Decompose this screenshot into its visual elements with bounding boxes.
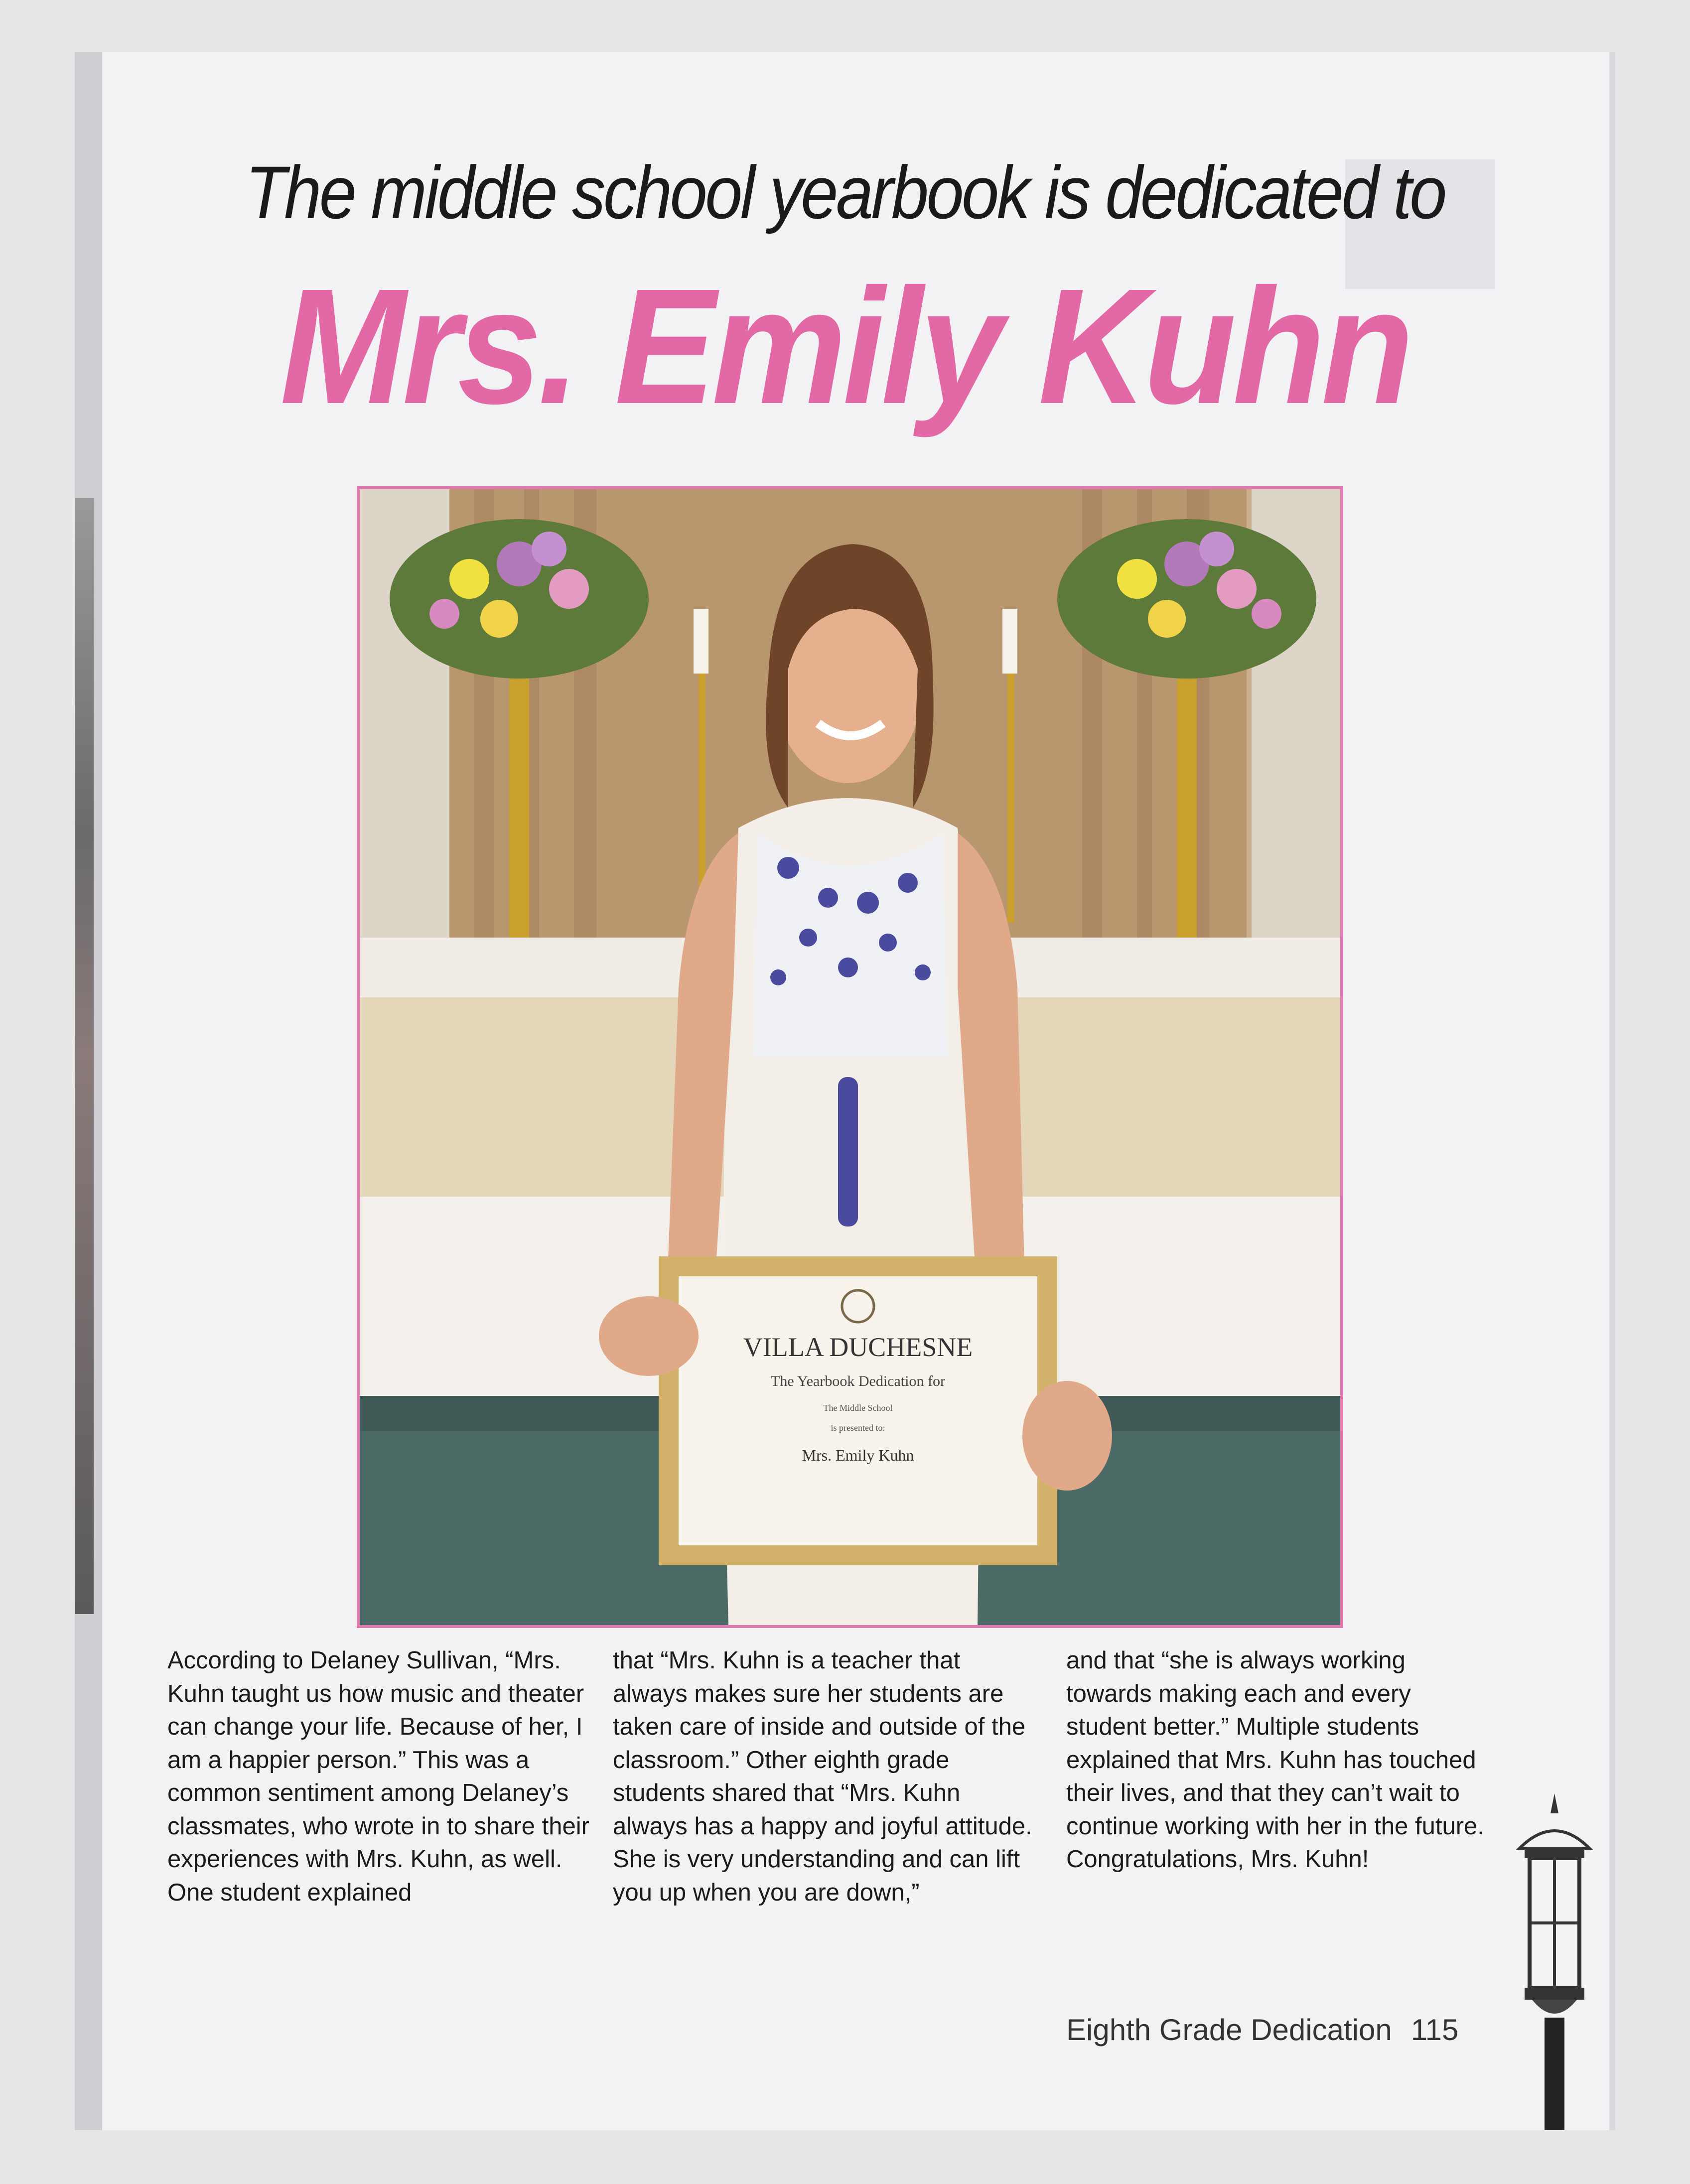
- certificate-heading: The Yearbook Dedication for: [771, 1373, 945, 1389]
- honoree-name: Mrs. Emily Kuhn: [280, 254, 1410, 438]
- dedication-photo: [357, 486, 1343, 1628]
- footer-section: Eighth Grade Dedication: [1066, 2013, 1392, 2047]
- certificate: [659, 1256, 1057, 1565]
- photo-illustration: [360, 489, 1340, 1625]
- certificate-school: VILLA DUCHESNE: [743, 1332, 973, 1362]
- page-number: 115: [1410, 2013, 1459, 2047]
- facing-page-edge: [75, 498, 94, 1614]
- certificate-line1: The Middle School: [823, 1403, 893, 1413]
- article-column-3: and that “she is always working towards making each and every student better.” Multiple students explained that Mrs. Kuhn has touched their lives, and that they can’t wait to continue working with her in the future. Congratulations, Mrs. Kuhn!: [1066, 1647, 1484, 1873]
- page-footer: [1066, 2013, 1475, 2047]
- article-column-1: According to Delaney Sullivan, “Mrs. Kuhn taught us how music and theater can change your life. Because of her, I am a happier person.” This was a common sentiment among Delaney’s classmates, who wrote in to share their experiences with Mrs. Kuhn, as well. One student explained: [167, 1647, 589, 1906]
- dedication-subtitle: The middle school yearbook is dedicated to: [245, 150, 1445, 234]
- certificate-recipient: Mrs. Emily Kuhn: [802, 1446, 914, 1464]
- certificate-line2: is presented to:: [831, 1423, 885, 1433]
- article-column-2: that “Mrs. Kuhn is a teacher that always makes sure her students are taken care of inside and outside of the classroom.” Other eighth grade students shared that “Mrs. Kuhn always has a happy and joyful attitude. She is very understanding and can lift you up when you are down,”: [613, 1647, 1032, 1906]
- lamppost-icon: [1505, 1793, 1604, 2130]
